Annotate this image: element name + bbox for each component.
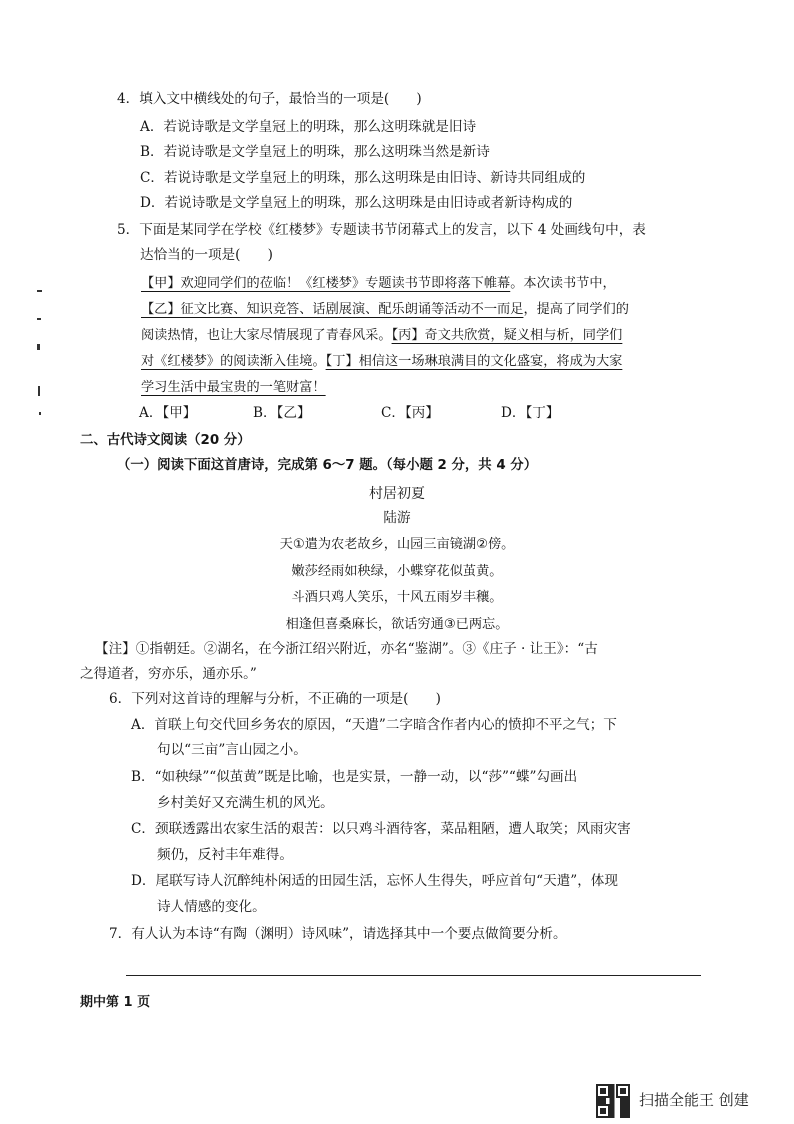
- q6-option-b-cont: 乡村美好又充满生机的风光。: [157, 795, 334, 811]
- q4-stem: 4．填入文中横线处的句子，最恰当的一项是( ): [117, 91, 422, 107]
- poem-title: 村居初夏: [369, 486, 425, 502]
- q6-option-c-cont: 频仍，反衬丰年难得。: [157, 847, 293, 863]
- poem-author: 陆游: [383, 510, 411, 526]
- q6-option-a: A．首联上句交代回乡务农的原因，“天遣”二字暗含作者内心的愤抑不平之气；下: [131, 717, 617, 733]
- passage-text: ，提高了同学们的: [523, 302, 629, 317]
- q5-passage-line4: [141, 355, 622, 368]
- passage-text: 阅读热情，也让大家尽情展现了青春风采。: [141, 328, 392, 343]
- q4-option-b: B．若说诗歌是文学皇冠上的明珠，那么这明珠当然是新诗: [140, 144, 490, 160]
- qr-code-icon: [596, 1084, 630, 1118]
- section-title: 二、古代诗文阅读（20 分）: [80, 433, 251, 448]
- q6-option-a-cont: 句以“三亩”言山园之小。: [157, 742, 307, 758]
- underlined-sentence-jia: 【甲】欢迎同学们的莅临！《红楼梦》专题读书节即将落下帷幕: [141, 276, 511, 291]
- underlined-sentence-bing: 【丙】奇文共欣赏，疑义相与析，同学们: [391, 328, 623, 343]
- poem-line: 天①遣为农老故乡，山园三亩镜湖②傍。: [279, 537, 515, 552]
- poem-line: 嫩莎经雨如秧绿，小蝶穿花似茧黄。: [291, 564, 503, 579]
- q6-option-d: D．尾联写诗人沉醉纯朴闲适的田园生活，忘怀人生得失，呼应首句“天遣”，体现: [131, 873, 618, 889]
- poem-note-line2: 之得道者，穷亦乐，通亦乐。”: [80, 666, 257, 682]
- margin-mark: [38, 386, 40, 396]
- q5-stem-line2: 达恰当的一项是( ): [140, 247, 273, 263]
- underlined-sentence-yi: 【乙】征文比赛、知识竞答、话剧展演、配乐朗诵等活动不一而足: [141, 302, 524, 317]
- q5-option-b: B．【乙】: [253, 405, 311, 421]
- q4-option-a: A．若说诗歌是文学皇冠上的明珠，那么这明珠就是旧诗: [140, 119, 477, 135]
- q6-option-c: C．颈联透露出农家生活的艰苦：以只鸡斗酒待客，菜品粗陋，遭人取笑；风雨灾害: [131, 821, 631, 837]
- q5-passage-line5: [141, 381, 326, 394]
- poem-line: 相逢但喜桑麻长，欲话穷通③已两忘。: [285, 617, 509, 632]
- q5-passage-line1: [141, 277, 616, 290]
- q7-stem: 7．有人认为本诗“有陶（渊明）诗风味”，请选择其中一个要点做简要分析。: [109, 926, 567, 942]
- q4-option-c: C．若说诗歌是文学皇冠上的明珠，那么这明珠是由旧诗、新诗共同组成的: [140, 170, 586, 186]
- poem-note-line1: 【注】①指朝廷。②湖名，在今浙江绍兴附近，亦名“鉴湖”。③《庄子 · 让王》：“古: [95, 641, 598, 657]
- margin-mark: [39, 412, 41, 415]
- underlined-sentence-ding-cont: 学习生活中最宝贵的一笔财富！: [141, 380, 326, 395]
- answer-line: [126, 975, 701, 976]
- q5-option-a: A．【甲】: [139, 405, 197, 421]
- q6-option-d-cont: 诗人情感的变化。: [157, 899, 266, 915]
- underlined-sentence-ding: 【丁】相信这一场琳琅满目的文化盛宴，将成为大家: [325, 354, 623, 369]
- poem-line: 斗酒只鸡人笑乐，十风五雨岁丰穰。: [291, 590, 503, 605]
- q6-stem: 6．下列对这首诗的理解与分析，不正确的一项是( ): [109, 691, 441, 707]
- q4-option-d: D．若说诗歌是文学皇冠上的明珠，那么这明珠是由旧诗或者新诗构成的: [140, 195, 573, 211]
- passage-text: 。: [312, 354, 326, 369]
- q6-option-b: B．“如秧绿”“似茧黄”既是比喻，也是实景，一静一动，以“莎”“蝶”勾画出: [131, 769, 578, 785]
- margin-mark: [37, 290, 42, 292]
- q5-stem-line1: 5．下面是某同学在学校《红楼梦》专题读书节闭幕式上的发言，以下 4 处画线句中，表: [117, 222, 646, 238]
- q5-passage-line3: [141, 329, 622, 342]
- scanner-brand-text: 扫描全能王 创建: [639, 1091, 749, 1109]
- passage-text: 。本次读书节中，: [510, 276, 616, 291]
- underlined-sentence-bing-cont: 对《红楼梦》的阅读渐入佳境: [141, 354, 313, 369]
- margin-mark: [37, 318, 41, 320]
- q5-passage-line2: [141, 303, 629, 316]
- page-footer-label: 期中第 1 页: [80, 995, 151, 1010]
- margin-mark: [37, 344, 40, 350]
- subsection-title: （一）阅读下面这首唐诗，完成第 6～7 题。（每小题 2 分，共 4 分）: [117, 458, 538, 473]
- q5-option-d: D．【丁】: [501, 405, 560, 421]
- q5-option-c: C．【丙】: [381, 405, 439, 421]
